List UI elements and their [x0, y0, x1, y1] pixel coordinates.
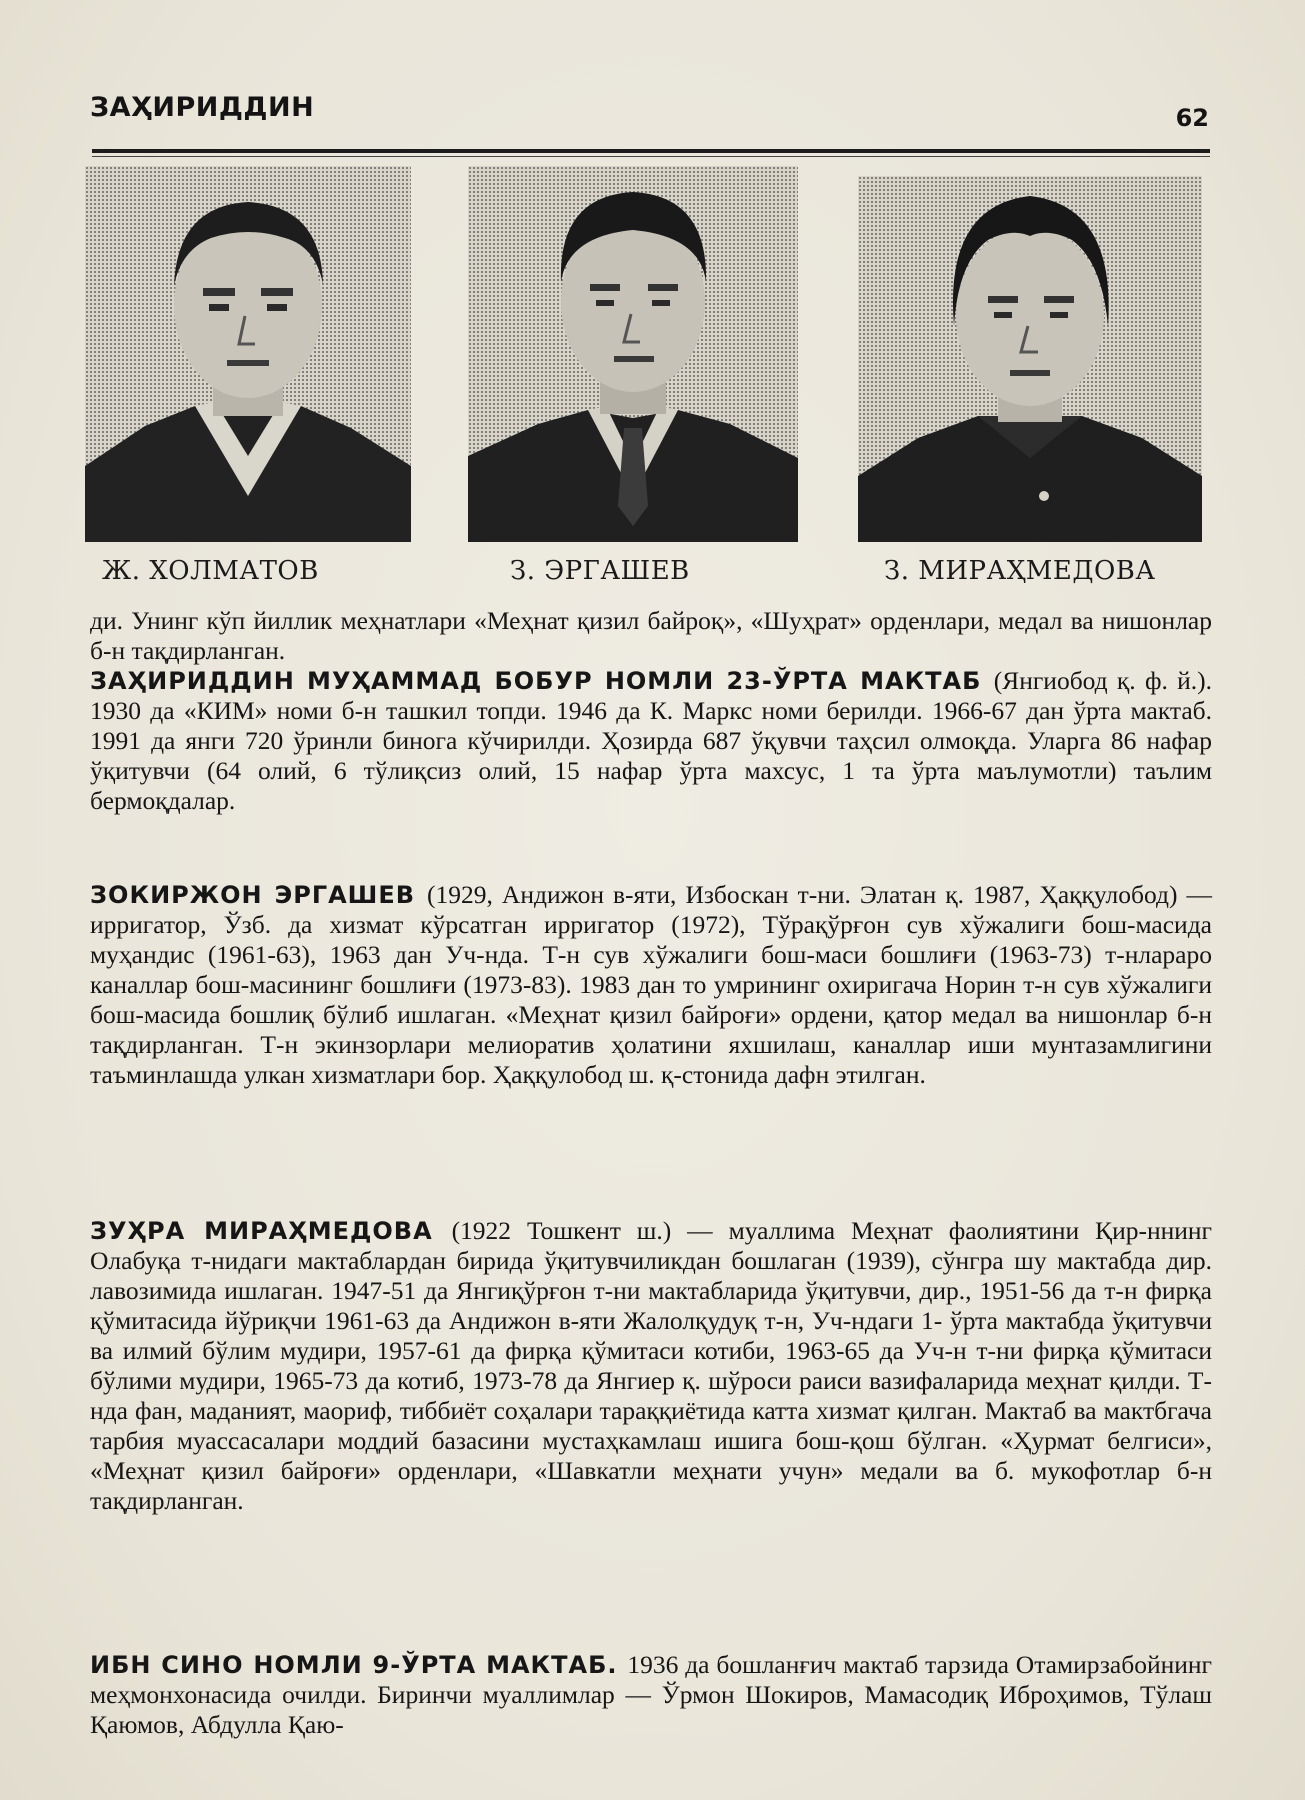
entry-headword: ЗАҲИРИДДИН МУҲАММАД БОБУР НОМЛИ 23-ЎРТА МАКТАБ: [90, 667, 994, 695]
page-number: 62: [1175, 104, 1209, 132]
entry-headword: ИБН СИНО НОМЛИ 9-ЎРТА МАКТАБ.: [90, 1651, 628, 1679]
encyclopedia-entry: [90, 1216, 1212, 1516]
photo-caption: З. ЭРГАШЕВ: [510, 556, 690, 586]
header-rule-thin: [92, 156, 1210, 157]
entry-body: (Янгиобод қ. ф. й.). 1930 да «КИМ» номи б-н ташкил топди. 1946 да К. Маркс номи берилди. 1966-67 дан ўрта мактаб. 1991 да янги 720 ўринли бинога кўчирилди. Ҳозирда 687 ўқувчи таҳсил олмоқда. Уларга 86 нафар ўқитувчи (64 олий, 6 тўлиқсиз олий, 15 нафар ўрта махсус, 1 та ўрта маълумотли) таълим бермоқдалар.: [90, 666, 1213, 815]
portrait-photo-mirahmedova: [858, 176, 1202, 542]
header-rule: [92, 149, 1210, 153]
entry-body: (1922 Тошкент ш.) — муаллима Меҳнат фаолиятини Қир-ннинг Олабуқа т-нидаги мактаблардан бирида ўқитувчиликдан бошлаган (1939), сўнгра шу мактабда дир. лавозимида ишлаган. 1947-51 да Янгиқўрғон т-ни мактабларида ўқитувчи, дир., 1951-56 да т-н фирқа қўмитасида йўриқчи 1961-63 да Андижон в-яти Жалолқудуқ т-н, Уч-ндаги 1- ўрта мактабда ўқитувчи ва илмий бўлим мудири, 1957-61 да фирқа қўмитаси котиби, 1963-65 да Уч-н т-ни фирқа қўмитаси бўлими мудири, 1965-73 да котиб, 1973-78 да Янгиер қ. шўроси раиси вазифаларида меҳнат қилди. Т-нда фан, маданият, маориф, тиббиёт соҳалари тараққиётида катта хизмат қилган. Мактаб ва мактбгача тарбия муассасалари моддий базасини мустаҳкамлаш ишига бош-қош бўлган. «Ҳурмат белгиси», «Меҳнат қизил байроғи» орденлари, «Шавкатли меҳнати учун» медали ва б. мукофотлар б-н тақдирланган.: [90, 1216, 1212, 1515]
running-head: ЗАҲИРИДДИН: [90, 92, 315, 123]
entry-body: 1936 да бошланғич мактаб тарзида Отамирзабойнинг меҳмонхонасида очилди. Биринчи муаллимлар — Ўрмон Шокиров, Мамасодиқ Иброҳимов, Тўлаш Қаюмов, Абдулла Қаю-: [90, 1650, 1212, 1739]
photo-caption: З. МИРАҲМЕДОВА: [884, 556, 1156, 586]
paragraph-text: ди. Унинг кўп йиллик меҳнатлари «Меҳнат қизил байроқ», «Шуҳрат» орденлари, медал ва нишонлар б-н тақдирланган.: [90, 606, 1212, 665]
encyclopedia-entry: [90, 880, 1212, 1090]
portrait-photo-ergashev: [468, 166, 798, 542]
encyclopedia-entry: [90, 666, 1212, 816]
encyclopedia-entry: [90, 1650, 1212, 1740]
entry-body: (1929, Андижон в-яти, Избоскан т-ни. Элатан қ. 1987, Ҳаққулобод) — ирригатор, Ўзб. да хизмат кўрсатган ирригатор (1972), Тўрақўрғон сув хўжалиги бош-масида муҳандис (1961-63), 1963 дан Уч-нда. Т-н сув хўжалиги бош-маси бошлиғи (1963-73) т-нлараро каналлар бош-масининг бошлиғи (1973-83). 1983 дан то умрининг охиригача Норин т-н сув хўжалиги бош-масида бошлиқ бўлиб ишлаган. «Меҳнат қизил байроғи» ордени, қатор медал ва нишонлар б-н тақдирланган. Т-н экинзорлари мелиоратив ҳолатини яхшилаш, каналлар иши мунтазамлигини таъминлашда улкан хизматлари бор. Ҳаққулобод ш. қ-стонида дафн этилган.: [90, 880, 1212, 1089]
entry-headword: ЗОКИРЖОН ЭРГАШЕВ: [90, 881, 428, 909]
portrait-photo-holmatov: [85, 166, 411, 542]
entry-headword: ЗУҲРА МИРАҲМЕДОВА: [90, 1217, 452, 1245]
photo-caption: Ж. ХОЛМАТОВ: [102, 556, 319, 586]
continuation-paragraph: [90, 606, 1212, 666]
